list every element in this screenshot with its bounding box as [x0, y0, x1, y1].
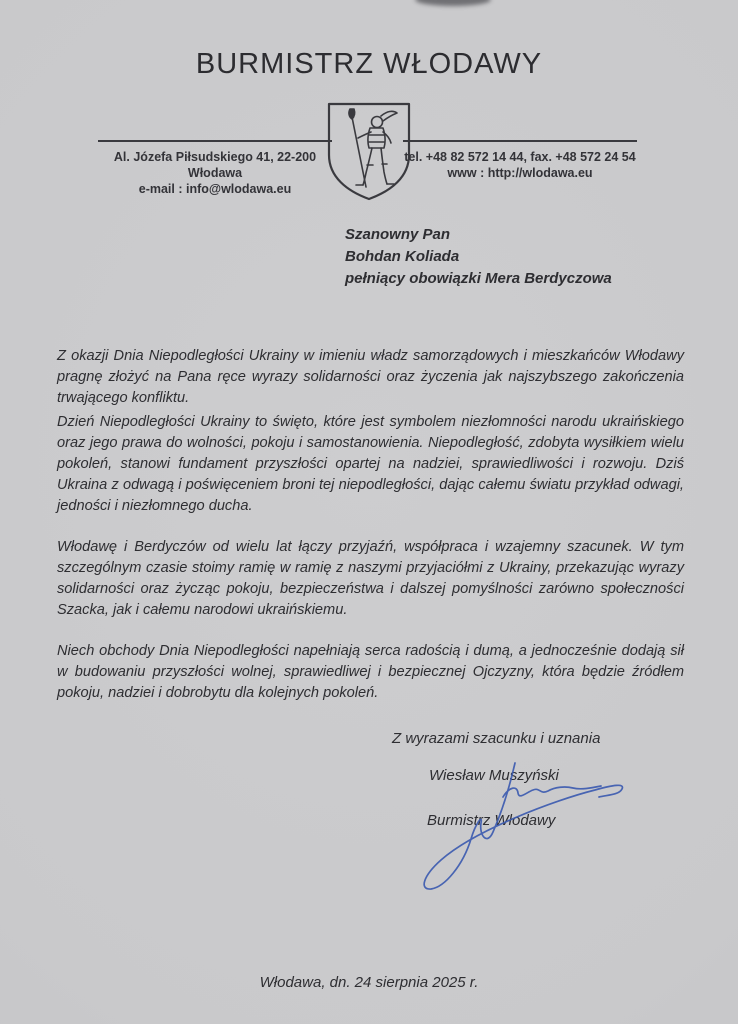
closing-regards: Z wyrazami szacunku i uznania	[392, 730, 601, 747]
recipient-block	[345, 224, 612, 290]
contact-block-left	[98, 140, 332, 197]
contact-block-right	[403, 140, 637, 181]
letter-paragraph-2: Dzień Niepodległości Ukrainy to święto, które jest symbolem niezłomności narodu ukraińskiego oraz jego prawa do wolności, pokoju i samostanowienia. Niepodległość, zdobyta wysiłkiem wielu pokoleń, stanowi fundament przyszłości opartej na nadziei, sprawiedliwości i rozwoju. Dziś Ukraina z odwagą i poświęceniem broni tej niepodległości, dając całemu światu przykład odwagi, jedności i niezłomnego ducha.	[57, 414, 684, 514]
letter-paragraph-4: Niech obchody Dnia Niepodległości napełniają serca radością i dumą, a jednocześnie dodają sił w budowaniu przyszłości wolnej, sprawiedliwej i bezpiecznej Ojczyzny, która będzie źródłem pokoju, nadziei i dobrobytu dla kolejnych pokoleń.	[57, 643, 684, 701]
dateline: Włodawa, dn. 24 sierpnia 2025 r.	[259, 974, 479, 991]
www-line: www : http://wlodawa.eu	[447, 166, 593, 180]
address-line: Al. Józefa Piłsudskiego 41, 22-200 Włodawa	[113, 150, 317, 180]
scanner-smudge-artifact	[415, 0, 491, 6]
recipient-role: pełniący obowiązki Mera Berdyczowa	[345, 270, 612, 287]
email-line: e-mail : info@wlodawa.eu	[138, 182, 292, 196]
page-title: BURMISTRZ WŁODAWY	[195, 48, 543, 80]
letter-paragraph-3: Włodawę i Berdyczów od wielu lat łączy przyjaźń, współpraca i wzajemny szacunek. W tym szczególnym czasie stoimy ramię w ramię z naszymi przyjaciółmi z Ukrainy, przekazując wyrazy solidarności oraz życząc pokoju, bezpieczeństwa i dalszej pomyślności zarówno społeczności Szacka, jak i całemu narodowi ukraińskiemu.	[57, 539, 684, 618]
phone-line: tel. +48 82 572 14 44, fax. +48 572 24 54	[404, 150, 636, 164]
signer-title: Burmistrz Włodawy	[427, 812, 556, 829]
recipient-salutation: Szanowny Pan	[345, 226, 451, 243]
recipient-name: Bohdan Koliada	[345, 248, 460, 265]
letter-paragraph-1: Z okazji Dnia Niepodległości Ukrainy w imieniu władz samorządowych i mieszkańców Włodawy pragnę złożyć na Pana ręce wyrazy solidarności oraz życzenia jak najszybszego zakończenia trwającego konfliktu.	[57, 348, 684, 406]
signer-name: Wiesław Muszyński	[429, 767, 559, 784]
